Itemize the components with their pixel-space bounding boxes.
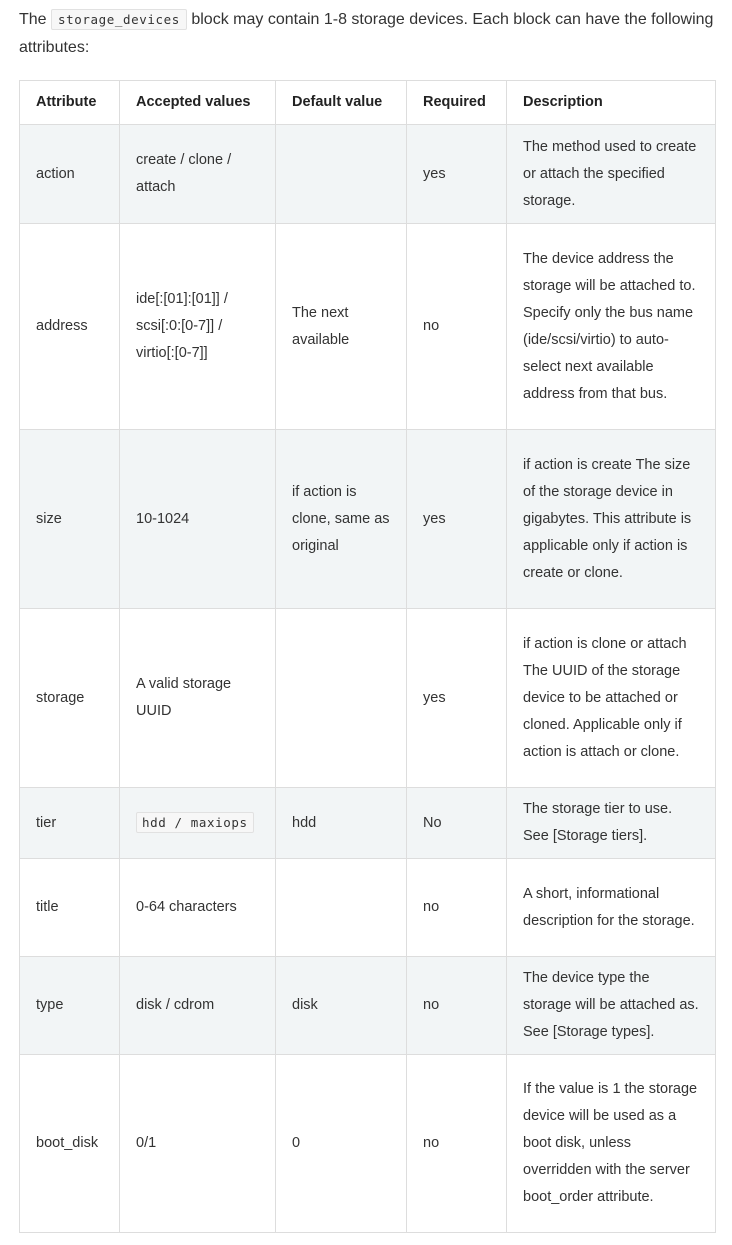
cell-description: If the value is 1 the storage device will be used as a boot disk, unless overridden with the server boot_order attribute. xyxy=(507,1055,716,1233)
table-row-title xyxy=(20,859,716,957)
cell-accepted-values: 10-1024 xyxy=(120,430,276,609)
cell-attribute: boot_disk xyxy=(20,1055,120,1233)
table-row-action xyxy=(20,125,716,224)
intro-text-after: block may contain 1-8 storage devices. Each block can have the following attributes: xyxy=(19,11,714,56)
cell-required: yes xyxy=(407,430,507,609)
cell-required: yes xyxy=(407,125,507,224)
cell-required: yes xyxy=(407,609,507,788)
cell-accepted-values: 0-64 characters xyxy=(120,859,276,957)
cell-description: The device type the storage will be attached as. See [Storage types]. xyxy=(507,957,716,1055)
table-row-address xyxy=(20,224,716,430)
cell-attribute: action xyxy=(20,125,120,224)
cell-accepted-values: A valid storage UUID xyxy=(120,609,276,788)
table-row-type xyxy=(20,957,716,1055)
cell-attribute: title xyxy=(20,859,120,957)
cell-attribute: size xyxy=(20,430,120,609)
attributes-table xyxy=(19,80,716,1233)
table-header-row xyxy=(20,81,716,125)
cell-description: The method used to create or attach the specified storage. xyxy=(507,125,716,224)
cell-default-value xyxy=(276,125,407,224)
cell-description: The device address the storage will be attached to. Specify only the bus name (ide/scsi/virtio) to auto-select next available address from that bus. xyxy=(507,224,716,430)
table-row-size xyxy=(20,430,716,609)
cell-default-value: 0 xyxy=(276,1055,407,1233)
cell-required: no xyxy=(407,1055,507,1233)
cell-required: No xyxy=(407,788,507,859)
cell-attribute: storage xyxy=(20,609,120,788)
cell-default-value: The next available xyxy=(276,224,407,430)
cell-default-value xyxy=(276,859,407,957)
cell-default-value xyxy=(276,609,407,788)
cell-default-value: if action is clone, same as original xyxy=(276,430,407,609)
cell-accepted-values: create / clone / attach xyxy=(120,125,276,224)
header-default-value: Default value xyxy=(276,81,407,125)
header-description: Description xyxy=(507,81,716,125)
intro-paragraph xyxy=(0,0,732,62)
cell-description: A short, informational description for the storage. xyxy=(507,859,716,957)
cell-accepted-values xyxy=(120,788,276,859)
cell-accepted-values: 0/1 xyxy=(120,1055,276,1233)
cell-attribute: address xyxy=(20,224,120,430)
cell-default-value: hdd xyxy=(276,788,407,859)
cell-description: if action is create The size of the storage device in gigabytes. This attribute is applicable only if action is create or clone. xyxy=(507,430,716,609)
cell-attribute: tier xyxy=(20,788,120,859)
cell-description: if action is clone or attach The UUID of the storage device to be attached or cloned. Applicable only if action is attach or clone. xyxy=(507,609,716,788)
cell-description: The storage tier to use. See [Storage tiers]. xyxy=(507,788,716,859)
cell-required: no xyxy=(407,859,507,957)
table-row-boot-disk xyxy=(20,1055,716,1233)
inline-code-storage-devices: storage_devices xyxy=(51,9,187,30)
cell-required: no xyxy=(407,957,507,1055)
intro-text-before: The xyxy=(19,11,52,28)
table-row-storage xyxy=(20,609,716,788)
cell-accepted-values: disk / cdrom xyxy=(120,957,276,1055)
header-required: Required xyxy=(407,81,507,125)
inline-code-tier-values: hdd / maxiops xyxy=(136,812,254,833)
cell-accepted-values: ide[:[01]:[01]] / scsi[:0:[0-7]] / virtio[:[0-7]] xyxy=(120,224,276,430)
header-attribute: Attribute xyxy=(20,81,120,125)
header-accepted-values: Accepted values xyxy=(120,81,276,125)
table-row-tier xyxy=(20,788,716,859)
cell-default-value: disk xyxy=(276,957,407,1055)
cell-attribute: type xyxy=(20,957,120,1055)
cell-required: no xyxy=(407,224,507,430)
